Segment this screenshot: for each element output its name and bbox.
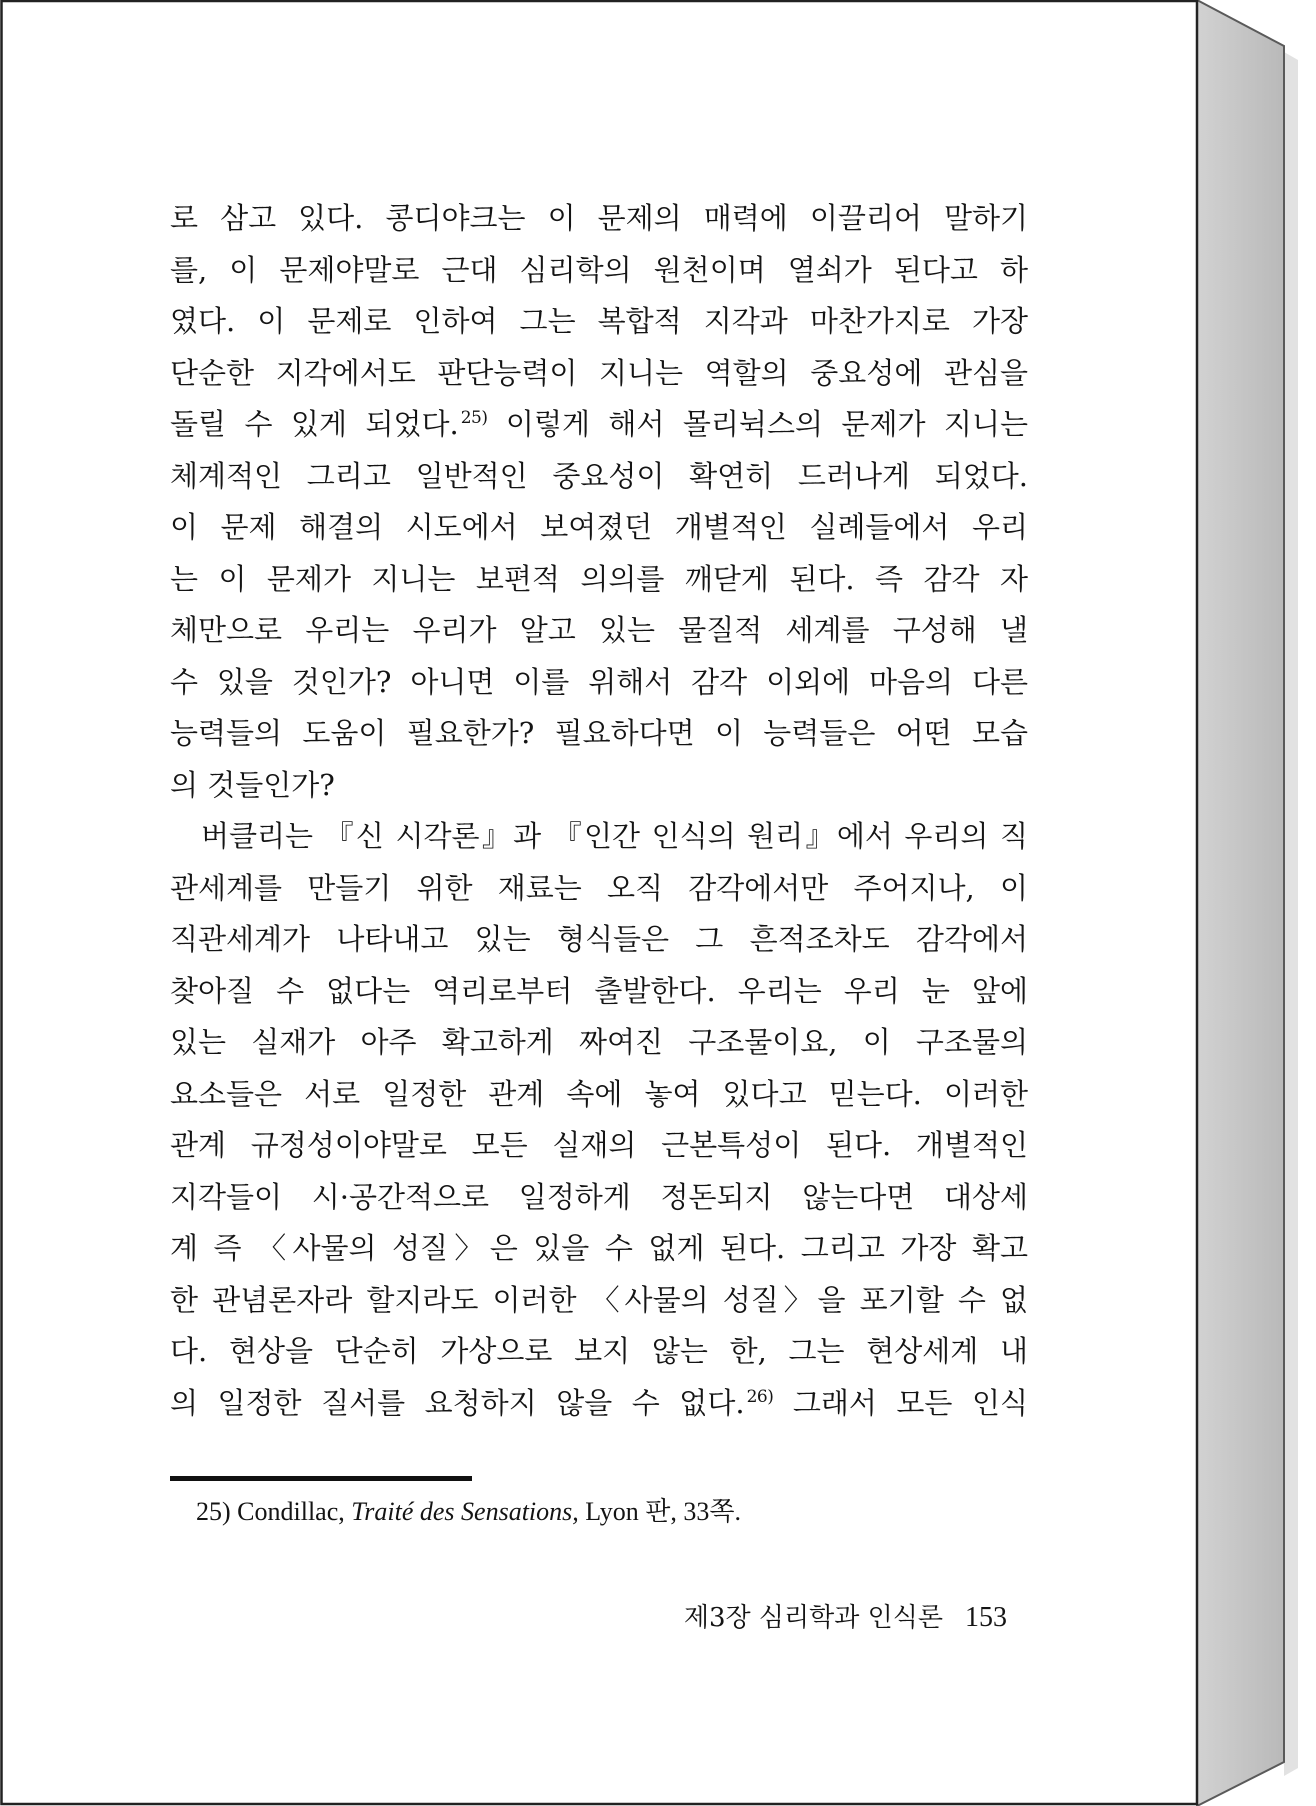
body-text — [170, 193, 1028, 1429]
text-line: 있는 실재가 아주 확고하게 짜여진 구조물이요, 이 구조물의 — [170, 1025, 1028, 1059]
text-line: 수 있을 것인가? 아니면 이를 위해서 감각 이외에 마음의 다른 — [170, 664, 1028, 699]
footnote-author: Condillac, — [237, 1497, 345, 1526]
footnote-reference: 25) — [460, 408, 488, 428]
text-line: 능력들의 도움이 필요한가? 필요하다면 이 능력들은 어떤 모습 — [170, 716, 1028, 750]
text-line: 를, 이 문제야말로 근대 심리학의 원천이며 열쇠가 된다고 하 — [170, 252, 1028, 287]
text-line: 지각들이 시·공간적으로 일정하게 정돈되지 않는다면 대상세 — [170, 1179, 1028, 1214]
page-footer — [684, 1600, 1007, 1636]
text-line: 다. 현상을 단순히 가상으로 보지 않는 한, 그는 현상세계 내 — [170, 1334, 1028, 1368]
chapter-title: 제3장 심리학과 인식론 — [683, 1603, 943, 1633]
text-line — [170, 399, 1028, 451]
text-line: 한 관념론자라 할지라도 이러한 〈사물의 성질〉을 포기할 수 없 — [170, 1282, 1028, 1317]
footnote-reference: 26) — [746, 1386, 774, 1407]
text-segment: 이렇게 해서 몰리뉙스의 문제가 지니는 — [487, 407, 1028, 441]
text-line: 단순한 지각에서도 판단능력이 지니는 역할의 중요성에 관심을 — [170, 355, 1028, 390]
text-line: 였다. 이 문제로 인하여 그는 복합적 지각과 마찬가지로 가장 — [170, 304, 1028, 338]
text-line: 체계적인 그리고 일반적인 중요성이 확연히 드러나게 되었다. — [170, 458, 1028, 493]
book-page-edge — [1197, 0, 1284, 1806]
text-line: 관세계를 만들기 위한 재료는 오직 감각에서만 주어지나, 이 — [170, 870, 1028, 905]
page-number: 153 — [965, 1602, 1007, 1633]
text-segment: 돌릴 수 있게 되었다. — [170, 407, 459, 441]
footnote-title: Traité des Sensations, — [351, 1497, 579, 1526]
text-line: 요소들은 서로 일정한 관계 속에 놓여 있다고 믿는다. 이러한 — [170, 1076, 1028, 1111]
text-line: 이 문제 해결의 시도에서 보여졌던 개별적인 실례들에서 우리 — [170, 510, 1028, 544]
text-line: 찾아질 수 없다는 역리로부터 출발한다. 우리는 우리 눈 앞에 — [170, 973, 1028, 1008]
text-line — [170, 1378, 1028, 1430]
text-line: 체만으로 우리는 우리가 알고 있는 물질적 세계를 구성해 낼 — [170, 613, 1028, 647]
text-line: 직관세계가 나타내고 있는 형식들은 그 흔적조차도 감각에서 — [170, 922, 1028, 956]
footnote-number: 25) — [196, 1497, 231, 1526]
text-segment: 의 일정한 질서를 요청하지 않을 수 없다. — [170, 1385, 745, 1420]
text-line: 버클리는 『신 시각론』과 『인간 인식의 원리』에서 우리의 직 — [201, 819, 1028, 853]
text-line: 관계 규정성이야말로 모든 실재의 근본특성이 된다. 개별적인 — [170, 1128, 1028, 1162]
footnote — [196, 1494, 741, 1530]
text-line: 계 즉 〈사물의 성질〉은 있을 수 없게 된다. 그리고 가장 확고 — [170, 1231, 1028, 1265]
text-line: 의 것들인가? — [170, 767, 335, 802]
text-line: 로 삼고 있다. 콩디야크는 이 문제의 매력에 이끌리어 말하기 — [170, 201, 1028, 235]
text-line: 는 이 문제가 지니는 보편적 의의를 깨닫게 된다. 즉 감각 자 — [170, 561, 1028, 596]
text-segment: 그래서 모든 인식 — [773, 1385, 1028, 1420]
footnote-divider — [170, 1476, 472, 1481]
footnote-details: Lyon 판, 33쪽. — [585, 1497, 741, 1526]
book-edge-shadow — [1284, 52, 1298, 1776]
